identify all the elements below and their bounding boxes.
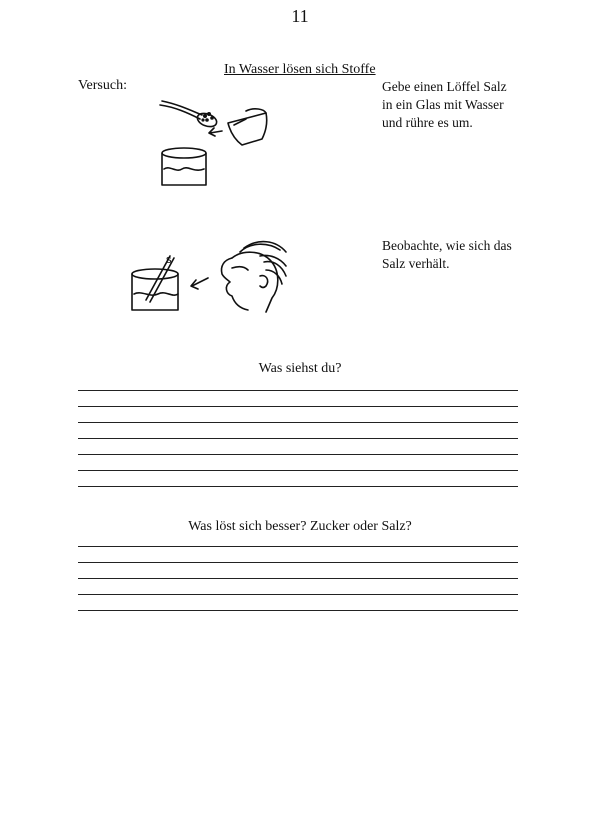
- instruction-1-line-2: in ein Glas mit Wasser: [382, 97, 504, 112]
- answer-line: [78, 406, 518, 407]
- instruction-2-line-1: Beobachte, wie sich das: [382, 238, 512, 253]
- answer-line: [78, 610, 518, 611]
- page-number: 11: [291, 6, 309, 26]
- worksheet-title: In Wasser lösen sich Stoffe: [224, 62, 376, 77]
- instruction-step-2: [382, 237, 562, 273]
- person-face: [221, 258, 248, 310]
- answer-area-1[interactable]: [78, 390, 518, 502]
- answer-line: [78, 578, 518, 579]
- instruction-2-line-2: Salz verhält.: [382, 256, 450, 271]
- instruction-1-line-3: und rühre es um.: [382, 115, 473, 130]
- instruction-step-1: [382, 78, 562, 132]
- answer-line: [78, 470, 518, 471]
- section-label: Versuch:: [78, 78, 127, 93]
- spoon-and-glass-illustration: [150, 95, 280, 190]
- question-2: Was löst sich besser? Zucker oder Salz?: [188, 519, 412, 534]
- tilted-glass: [228, 113, 267, 145]
- question-1: Was siehst du?: [258, 361, 342, 376]
- illustration-lettering: s: [166, 254, 172, 266]
- answer-line: [78, 486, 518, 487]
- answer-area-2[interactable]: [78, 546, 518, 626]
- answer-line: [78, 594, 518, 595]
- answer-line: [78, 438, 518, 439]
- answer-line: [78, 546, 518, 547]
- person-hair: [240, 244, 280, 252]
- answer-line: [78, 562, 518, 563]
- answer-line: [78, 422, 518, 423]
- answer-line: [78, 390, 518, 391]
- observation-illustration: [120, 236, 295, 314]
- answer-line: [78, 454, 518, 455]
- instruction-1-line-1: Gebe einen Löffel Salz: [382, 79, 507, 94]
